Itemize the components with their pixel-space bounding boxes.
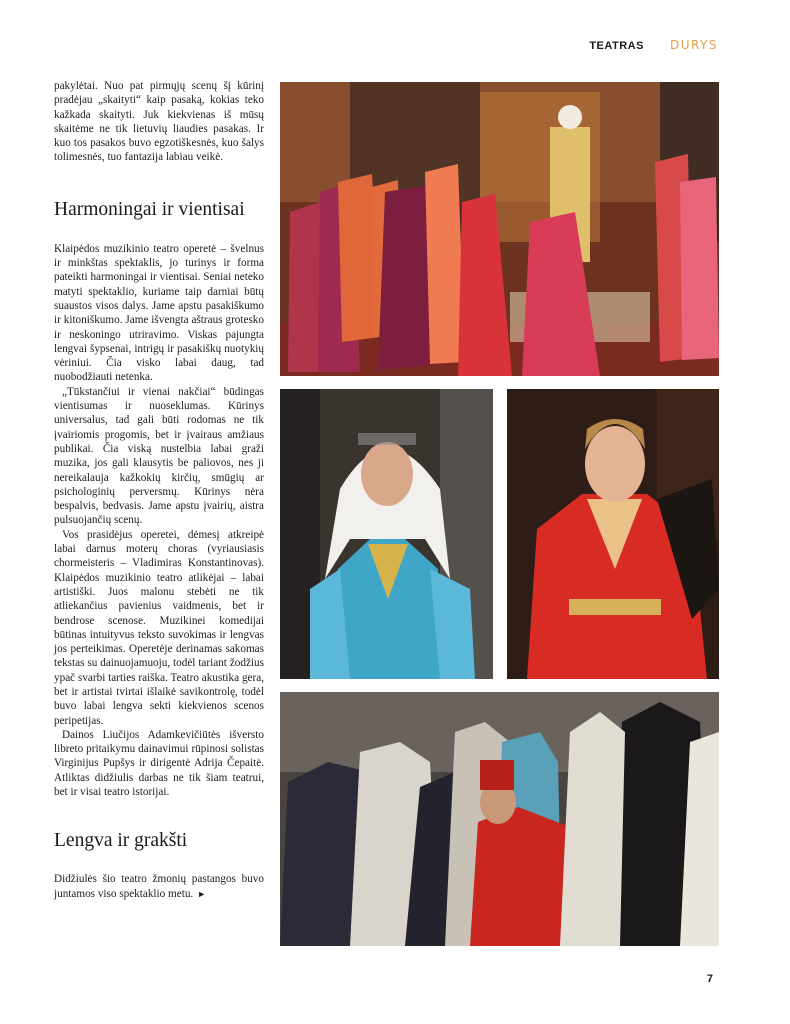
continue-arrow-icon: ► <box>197 888 207 899</box>
magazine-name: DURYS <box>669 38 718 52</box>
intro-paragraph: pakylėtai. Nuo pat pirmųjų scenų šį kūrinį pradėjau „skaityti“ kaip pasaką, kokias teko kažkada skaityti. Juk kiekvienas iš mūsų skaitėme ne tik lietuvių liaudies pasakas. Ir kuo tos pasakos buvo egzotiškesnės, kuo šalys tolimesnės, tuo fantazija labiau veikė. <box>54 80 264 164</box>
paragraph-5-text: Didžiulės šio teatro žmonių pastangos buvo juntamos viso spektaklio metu. <box>54 873 264 900</box>
paragraph-1: Klaipėdos muzikinio teatro operetė – švelnus ir minkštas spektaklis, jo turinys ir forma pateikti harmoningai ir vientisai. Seniai neteko matyti spektaklio, kuriame taip darniai būtų suaustos visos dalys. Jame apstu pasakiškumo ir kitoniškumo. Jame išvengta aštraus grotesko ir neskoningo utriravimo. Viskas pajungta lengvai šypsenai, intrigų ir pasakiškų nuotykių vėriniui. Čia visko labai daug, tad nuobodžiauti netenka. <box>54 242 264 384</box>
article-column <box>54 79 264 901</box>
section-label: TEATRAS <box>589 40 644 52</box>
photo-harem-chorus <box>280 82 719 376</box>
paragraph-2: „Tūkstančiui ir vienai nakčiai“ būdingas vientisumas ir nuoseklumas. Kūrinys universalus, tad gali būti rodomas ne tik įvairiomis progomis, bet ir įvairaus amžiaus publikai. Čia viską nustelbia labai graži muzika, jos gali klausytis be paliovos, nes ji nereikalauja kažkokių kirčių, smūgių ar psichologinių perversmų. Kūrinys nėra bespalvis, bedvasis. Jame apstu įvairių, aistra pulsuojančių scenų. <box>54 385 264 527</box>
page-number: 7 <box>706 973 713 985</box>
paragraph-5 <box>54 872 264 901</box>
paragraph-4: Dainos Liučijos Adamkevičiūtės išversto libreto pritaikymu dainavimui rūpinosi solistas Virginijus Pupšys ir dirigentė Adrija Čepaitė. Atliktas didžiulis darbas ne tik šiam teatrui, bet ir visai teatro istorijai. <box>54 728 264 799</box>
photo-prince-in-turquoise <box>280 389 493 679</box>
paragraph-3: Vos prasidėjus operetei, dėmesį atkreipė labai darnus moterų choras (vyriausiasis chormeisteris – Vladimiras Konstantinovas). Klaipėdos muzikinio teatro atlikėjai – labai artistiški. Juos malonu stebėti ne tik atliekančius pavienius vaidmenis, bet ir bendrose scenose. Muzikinei komedijai būtinas intuityvus teksto suvokimas ir lengvas jos perteikimas. Operetėje derinamas sakomas tekstas su dainuojamuoju, todėl tariant žodžius ypač svarbi tarties raiška. Teatro akustika gera, bet ir artistai tvirtai išlaikė savikontrolę, todėl buvo labai lengva sekti kiekvienos scenos peripetijas. <box>54 528 264 727</box>
page-header <box>589 38 718 52</box>
section-heading-harmony: Harmoningai ir vientisai <box>54 198 245 220</box>
section-heading-light: Lengva ir grakšti <box>54 830 188 852</box>
photo-merchant-and-crowd <box>280 692 719 946</box>
photo-dancer-in-red <box>507 389 719 679</box>
